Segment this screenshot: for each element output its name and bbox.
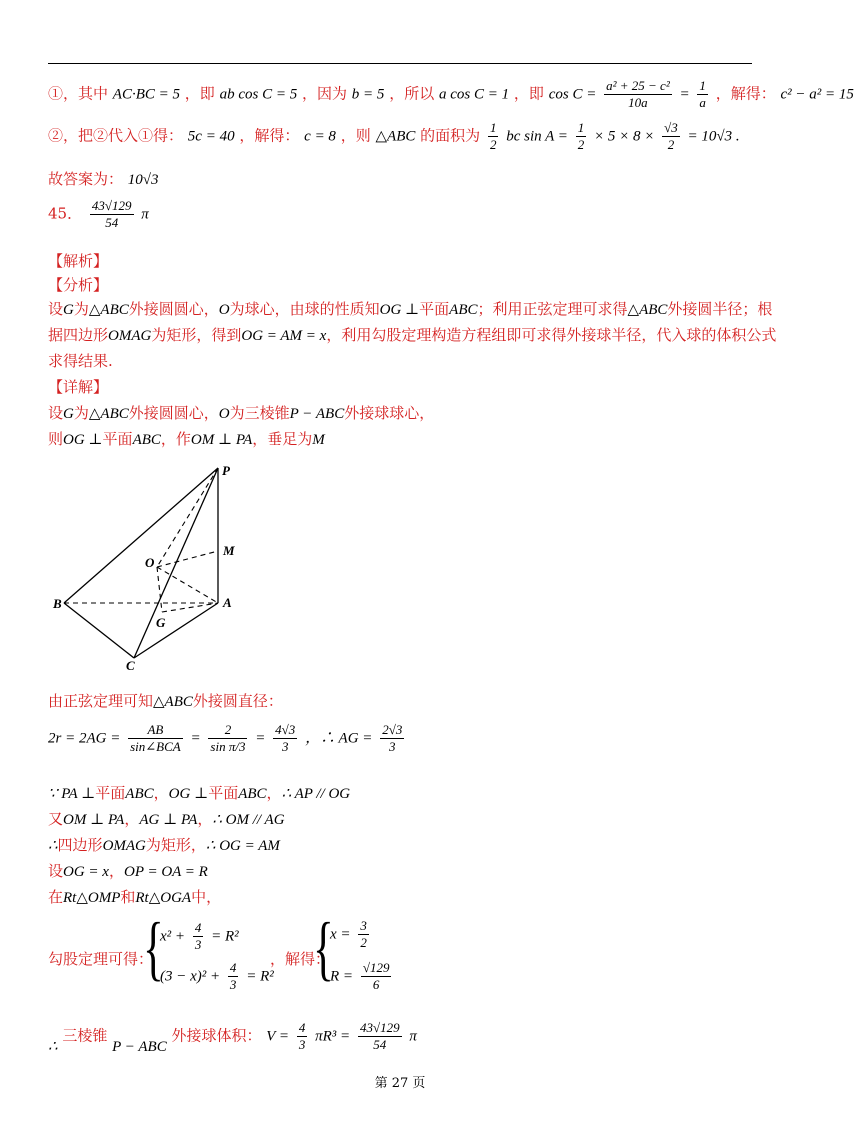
fraction: $\frac{43√129}{54}$ [359,1020,400,1052]
fraction: $\frac{AB}{\text{sin∠BCA}}$ [130,722,181,754]
fraction: $\frac{4√3}{3}$ [275,722,296,754]
math: π [141,206,149,223]
text: 故答案为： [48,170,124,188]
detail-line-11: ∴ 三棱锥 P − ABC 外接球体积： V = $\frac{4}{3}$ πR³ = $\frac{43√129}{54}$ π [48,1020,417,1055]
analysis-line-3: 求得结果. [48,352,113,370]
math: b = 5 [351,86,385,103]
label-C: C [126,658,135,673]
analysis-line-2: 据四边形OMAG为矩形，得到OG = AM = x，利用勾股定理构造方程组即可求得外接球半径，代入球的体积公式 [48,326,777,344]
solve-label: ，解得： [270,950,331,968]
math: 10√3 [127,172,159,188]
segment-PO [157,468,218,567]
text: ，即 [513,84,544,103]
math: 5c = 40 [187,128,235,145]
segment-OM [157,551,218,567]
detail-line-1: 设G为△ABC外接圆圆心，O为三棱锥P − ABC外接球球心， [48,404,435,422]
text: ，即 [184,84,215,103]
edge-BC [64,603,134,658]
detail-line-10-label: 勾股定理可得： [48,950,154,968]
detail-line-3: 由正弦定理可知△ABC外接圆直径： [48,692,283,710]
fraction: $\frac{\text{a² + 25 − c²}}{10a}$ [606,78,670,110]
math: AC·BC = 5 [112,86,181,103]
fraction: $\frac{1}{2}$ [577,120,585,152]
text: ，解得： [715,84,776,103]
label-A: A [223,595,232,610]
text: ，所以 [389,84,435,103]
fraction: $\frac{√129}{6}$ [362,960,390,992]
detail-line-8: 设OG = x，OP = OA = R [48,862,208,880]
detail-line-6: 又OM ⊥ PA，AG ⊥ PA，∴ OM // AG [48,810,285,828]
edge-PB [64,468,218,603]
fraction: $\frac{2√3}{3}$ [382,722,403,754]
math: a cos C = 1 [439,86,510,103]
question-number: 45． [48,204,83,223]
section-jiexi: 【解析】 [48,252,109,270]
solution-R: R = $\frac{√129}{6}$ [330,960,390,992]
math: bc sin A = [506,128,568,145]
solution-line-1 [48,78,854,111]
top-rule [48,63,752,64]
page-footer: 第 27 页 [374,1076,426,1091]
label-B: B [53,596,62,611]
detail-line-2: 则OG ⊥平面ABC，作OM ⊥ PA，垂足为M [48,430,325,448]
equation-1: x² + $\frac{4}{3}$ = R² [160,920,239,952]
label-P: P [222,463,230,478]
math: = 10√3 . [687,128,740,145]
math: c² − a² = 15 [780,86,854,103]
answer-line [48,168,159,189]
fraction: $\frac{4}{3}$ [229,960,237,992]
detail-line-7: ∴四边形OMAG为矩形，∴ OG = AM [48,836,280,854]
segment-GA [162,603,218,612]
math: = [679,86,690,103]
text: ，因为 [302,84,348,103]
system-brace-right: { [313,908,334,988]
label-M: M [223,543,235,558]
detail-line-5: ∵ PA ⊥平面ABC，OG ⊥平面ABC，∴ AP // OG [48,784,351,802]
fraction: $\frac{1}{a}$ [699,78,706,110]
section-fenxi: 【分析】 [48,276,109,294]
math: cos C = [548,86,597,103]
detail-line-4: 2r = 2AG = $\frac{AB}{\text{sin∠BCA}}$ = $\frac{2}{\text{sin π/3}}$ = $\frac{4√3}{3}$ ，∴ AG = $\frac{2√3}{3}$ [48,722,403,754]
math: × 5 × 8 × [593,128,655,145]
text: 的面积为 [420,126,481,145]
fraction: $\frac{3}{2}$ [360,918,367,950]
text: ，解得： [239,126,300,145]
question-45-answer [48,198,149,231]
text: ②，把②代入①得： [48,126,184,145]
text: ①，其中 [48,84,109,103]
system-brace-left: { [143,908,164,988]
solution-line-2 [48,120,740,153]
math: △ABC [375,128,416,145]
label-G: G [156,615,166,630]
label-O: O [145,555,155,570]
analysis-line-1: 设G为△ABC外接圆圆心，O为球心，由球的性质知OG ⊥平面ABC；利用正弦定理可求得△ABC外接圆半径；根 [48,300,773,318]
fraction: $\frac{2}{\text{sin π/3}}$ [210,722,246,754]
fraction: $\frac{4}{3}$ [298,1020,306,1052]
fraction: $\frac{1}{2}$ [489,120,497,152]
text: ，则 [340,126,371,145]
fraction: $\frac{4}{3}$ [194,920,202,952]
fraction: $\frac{43√129}{54}$ [91,198,132,230]
equation-2: (3 − x)² + $\frac{4}{3}$ = R² [160,960,274,992]
detail-line-9: 在Rt△OMP和Rt△OGA中， [48,888,222,906]
math: c = 8 [304,128,336,145]
solution-x: x = $\frac{3}{2}$ [330,918,367,950]
math: ab cos C = 5 [219,86,298,103]
section-xiangjie: 【详解】 [48,378,109,396]
fraction: $\frac{√3}{2}$ [664,120,678,152]
pyramid-figure [50,462,250,672]
